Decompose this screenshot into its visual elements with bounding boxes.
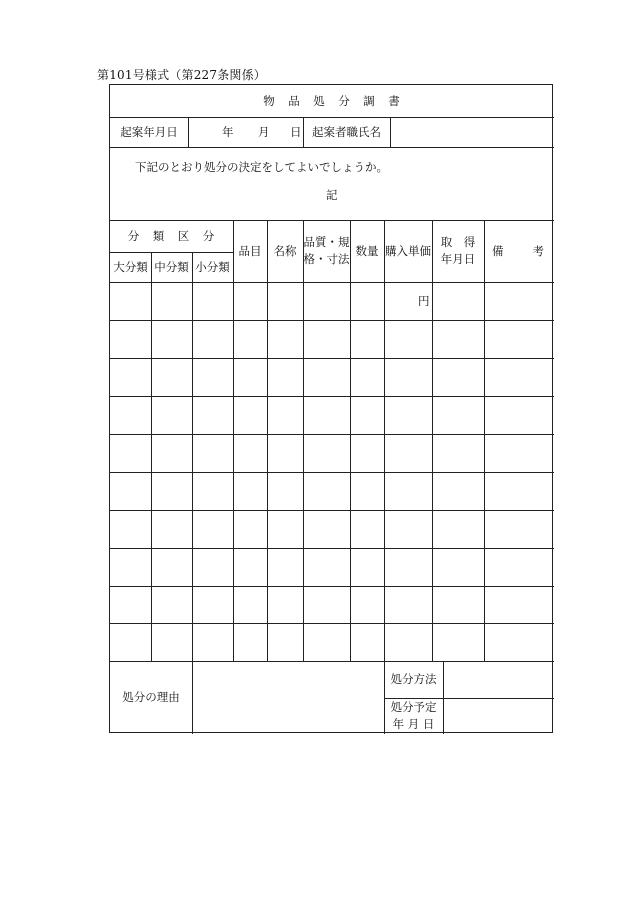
rule-line [151, 252, 152, 661]
rule-line [303, 220, 304, 661]
date-year-label: 年 [222, 125, 234, 139]
header-acquire-date: 取 得 年月日 [440, 235, 476, 266]
date-month-label: 月 [258, 125, 270, 139]
header-classification: 分 類 区 分 [127, 228, 216, 243]
header-minor: 小分類 [195, 259, 230, 274]
header-item: 品目 [238, 243, 262, 258]
rule-line [110, 358, 554, 359]
rule-line [110, 282, 554, 283]
header-middle: 中分類 [154, 259, 189, 274]
rule-line [110, 586, 554, 587]
form-number-label: 第101号様式（第227条関係） [97, 68, 267, 82]
rule-line [443, 661, 444, 734]
ki-label: 記 [326, 188, 338, 202]
rule-line [384, 220, 385, 734]
header-major: 大分類 [113, 259, 148, 274]
rule-line [192, 252, 193, 734]
method-label: 処分方法 [390, 672, 437, 687]
header-remarks: 備 考 [492, 243, 546, 258]
rule-line [110, 147, 554, 148]
rule-line [110, 396, 554, 397]
date-day-label: 日 [290, 125, 302, 139]
header-name: 名称 [273, 243, 297, 258]
rule-line [484, 220, 485, 661]
drafter-label: 起案者職氏名 [312, 124, 381, 139]
rule-line [110, 548, 554, 549]
reason-label: 処分の理由 [122, 690, 180, 705]
rule-line [110, 623, 554, 624]
yen-unit: 円 [418, 294, 430, 308]
rule-line [110, 510, 554, 511]
draft-date-label: 起案年月日 [120, 124, 178, 139]
intro-text: 下記のとおり処分の決定をしてよいでしょうか。 [135, 160, 388, 174]
rule-line [267, 220, 268, 661]
rule-line [110, 434, 554, 435]
rule-line [110, 320, 554, 321]
disposal-form [109, 84, 553, 733]
scheduled-date-label: 処分予定 年 月 日 [390, 700, 437, 731]
rule-line [110, 472, 554, 473]
rule-line [350, 220, 351, 661]
header-quality: 品質・規 格・寸法 [303, 235, 350, 266]
rule-line [233, 220, 234, 661]
header-unit-price: 購入単価 [385, 243, 431, 258]
rule-line [432, 220, 433, 661]
rule-line [188, 117, 189, 147]
rule-line [390, 117, 391, 147]
form-title: 物 品 処 分 調 書 [263, 93, 401, 108]
header-quantity: 数量 [355, 243, 379, 258]
